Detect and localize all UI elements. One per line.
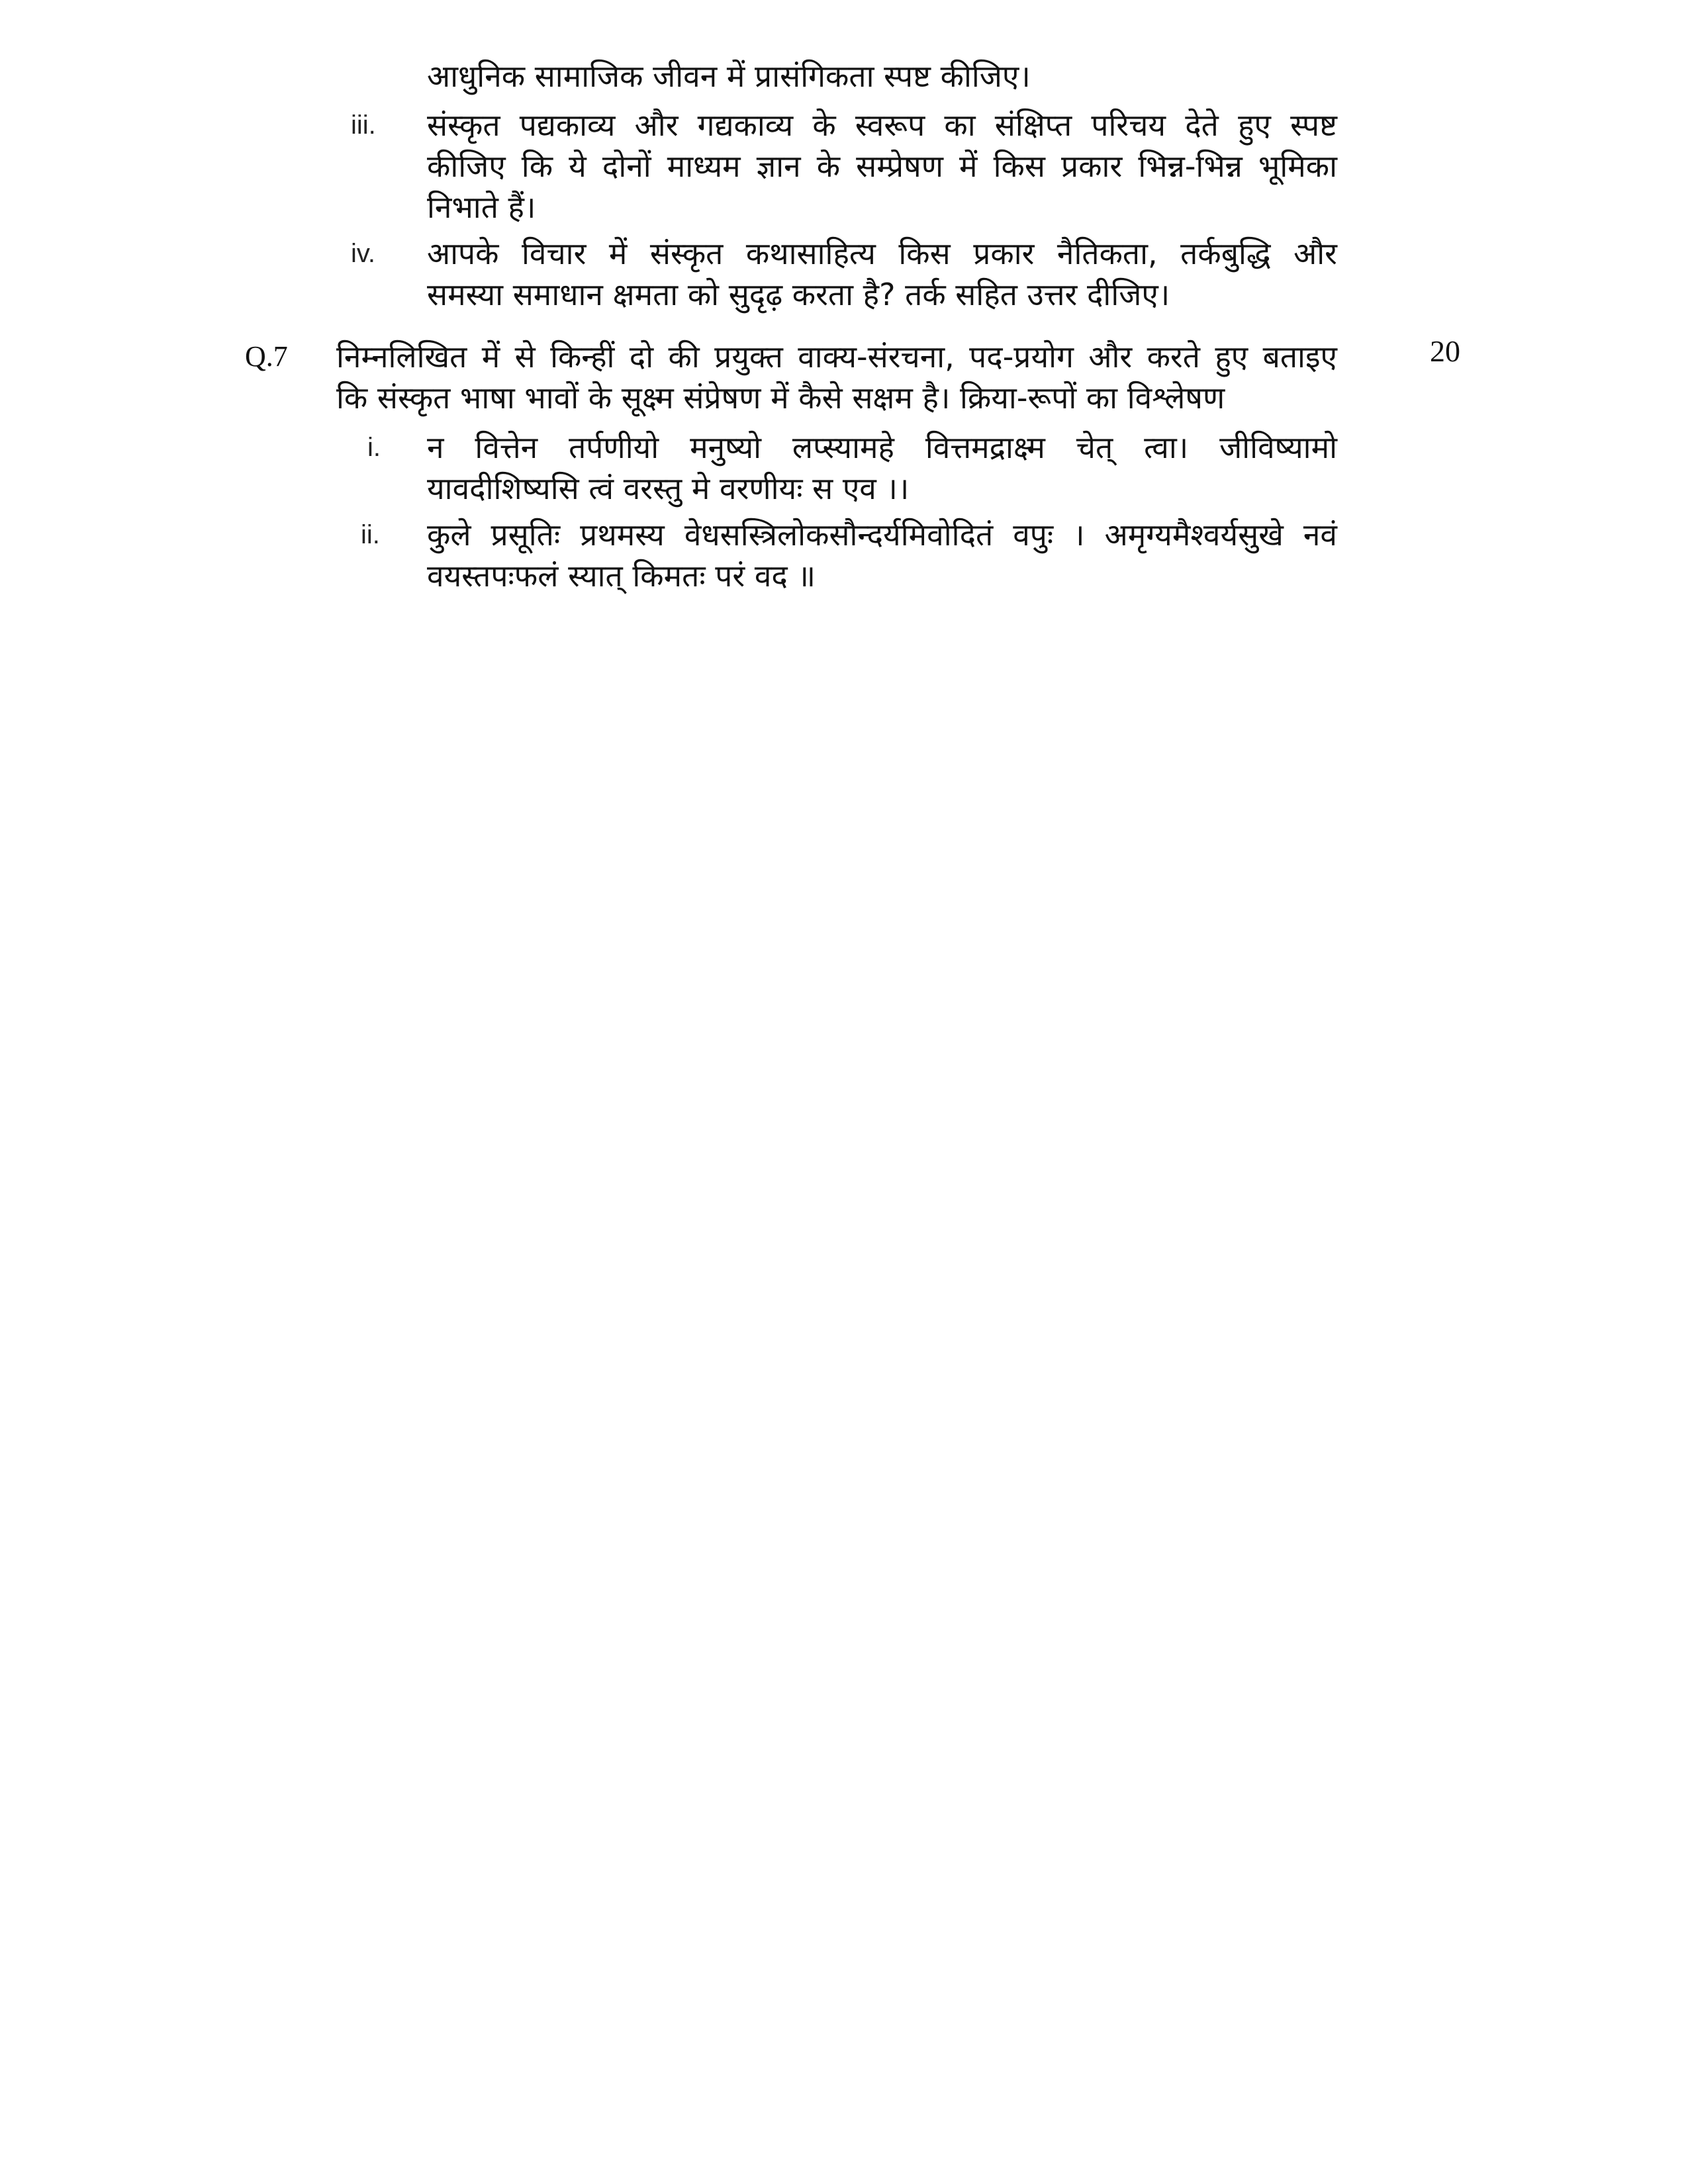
item-iv-line-1: आपके विचार में संस्कृत कथासाहित्य किस प्रकार नैतिकता, तर्कबुद्धि और — [427, 236, 1337, 271]
q7-item-ii-line-2: वयस्तपःफलं स्यात् किमतः परं वद ॥ — [427, 558, 816, 594]
item-iv-line-2: समस्या समाधान क्षमता को सुदृढ़ करता है? तर्क सहित उत्तर दीजिए। — [427, 277, 1170, 312]
question-7-line-1: निम्नलिखित में से किन्हीं दो की प्रयुक्त वाक्य-संरचना, पद-प्रयोग और करते हुए बताइए — [336, 339, 1337, 375]
item-label-iv: iv. — [351, 239, 376, 268]
item-iii-line-3: निभाते हैं। — [427, 189, 536, 225]
question-7-line-2: कि संस्कृत भाषा भावों के सूक्ष्म संप्रेषण में कैसे सक्षम है। क्रिया-रूपों का विश्लेषण — [336, 380, 1225, 416]
q7-item-ii-line-1: कुले प्रसूतिः प्रथमस्य वेधसस्त्रिलोकसौन्दर्यमिवोदितं वपुः । अमृग्यमैश्वर्यसुखे नवं — [427, 517, 1337, 553]
item-iii-line-2: कीजिए कि ये दोनों माध्यम ज्ञान के सम्प्रेषण में किस प्रकार भिन्न-भिन्न भूमिका — [427, 148, 1337, 184]
q7-item-label-i: i. — [367, 433, 381, 462]
q7-item-label-ii: ii. — [361, 520, 380, 549]
q7-item-i-line-1: न वित्तेन तर्पणीयो मनुष्यो लप्स्यामहे वित्तमद्राक्ष्म चेत् त्वा। जीविष्यामो — [427, 430, 1337, 465]
item-label-iii: iii. — [351, 111, 376, 140]
continuation-text: आधुनिक सामाजिक जीवन में प्रासंगिकता स्पष्ट कीजिए। — [427, 58, 1031, 94]
item-iii-line-1: संस्कृत पद्यकाव्य और गद्यकाव्य के स्वरूप का संक्षिप्त परिचय देते हुए स्पष्ट — [427, 107, 1337, 143]
question-marks: 20 — [1430, 334, 1460, 368]
q7-item-i-line-2: यावदीशिष्यसि त्वं वरस्तु मे वरणीयः स एव ।। — [427, 471, 910, 506]
question-number: Q.7 — [245, 340, 288, 373]
